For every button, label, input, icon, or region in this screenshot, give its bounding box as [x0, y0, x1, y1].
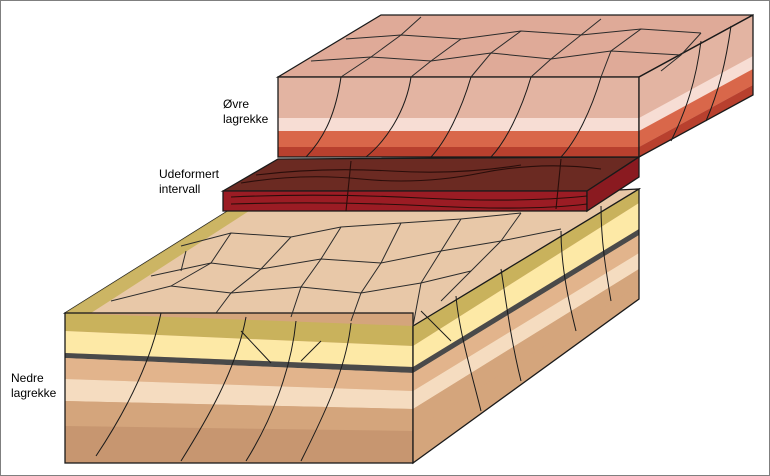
lower-label-line-2: lagrekke	[11, 386, 57, 400]
lower-label-line-1: Nedre	[11, 371, 44, 385]
upper-label-line-2: lagrekke	[223, 112, 269, 126]
middle-label-line-1: Udeformert	[159, 167, 220, 181]
upper-sequence-label	[223, 97, 268, 127]
lower-sequence-label	[11, 371, 56, 401]
lower-sequence-block	[65, 189, 639, 463]
undeformed-interval-label	[159, 167, 219, 197]
upper-sequence-block	[278, 15, 753, 157]
undeformed-top-face	[223, 157, 639, 191]
middle-label-line-2: intervall	[159, 182, 201, 196]
block-diagram	[1, 1, 769, 475]
undeformed-interval-block	[223, 157, 639, 211]
upper-label-line-1: Øvre	[223, 97, 250, 111]
lower-front-face	[65, 313, 413, 463]
upper-front-face	[278, 77, 639, 157]
